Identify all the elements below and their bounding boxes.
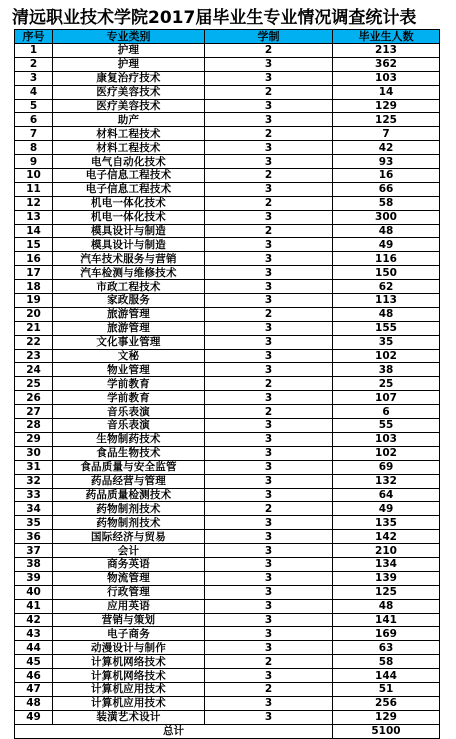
graduate-count: 116	[333, 252, 440, 266]
study-duration: 3	[205, 321, 333, 335]
study-duration: 3	[205, 696, 333, 710]
study-duration: 3	[205, 419, 333, 433]
table-row	[15, 405, 440, 419]
table-header-row	[15, 30, 440, 44]
major-name: 材料工程技术	[53, 141, 205, 155]
study-duration: 3	[205, 432, 333, 446]
graduate-count: 48	[333, 224, 440, 238]
study-duration: 3	[205, 182, 333, 196]
major-name: 药品质量检测技术	[53, 488, 205, 502]
table-row	[15, 169, 440, 183]
row-index: 16	[15, 252, 53, 266]
study-duration: 3	[205, 210, 333, 224]
graduate-count: 35	[333, 335, 440, 349]
table-row	[15, 432, 440, 446]
table-row	[15, 335, 440, 349]
major-name: 旅游管理	[53, 307, 205, 321]
major-name: 医疗美容技术	[53, 85, 205, 99]
study-duration: 3	[205, 530, 333, 544]
row-index: 43	[15, 627, 53, 641]
study-duration: 3	[205, 585, 333, 599]
row-index: 7	[15, 127, 53, 141]
row-index: 46	[15, 669, 53, 683]
table-row	[15, 155, 440, 169]
study-duration: 3	[205, 363, 333, 377]
row-index: 23	[15, 349, 53, 363]
study-duration: 3	[205, 280, 333, 294]
row-index: 41	[15, 599, 53, 613]
major-name: 药品经营与管理	[53, 474, 205, 488]
row-index: 38	[15, 557, 53, 571]
table-row	[15, 571, 440, 585]
row-index: 10	[15, 169, 53, 183]
row-index: 32	[15, 474, 53, 488]
major-name: 康复治疗技术	[53, 71, 205, 85]
graduate-count: 125	[333, 113, 440, 127]
study-duration: 2	[205, 655, 333, 669]
graduate-count: 132	[333, 474, 440, 488]
study-duration: 3	[205, 599, 333, 613]
graduate-count: 48	[333, 599, 440, 613]
study-duration: 3	[205, 446, 333, 460]
table-row	[15, 474, 440, 488]
row-index: 48	[15, 696, 53, 710]
study-duration: 3	[205, 71, 333, 85]
study-duration: 3	[205, 57, 333, 71]
major-name: 食品质量与安全监管	[53, 460, 205, 474]
major-name: 营销与策划	[53, 613, 205, 627]
row-index: 21	[15, 321, 53, 335]
major-name: 会计	[53, 544, 205, 558]
major-name: 电气自动化技术	[53, 155, 205, 169]
table-row	[15, 280, 440, 294]
table-row	[15, 488, 440, 502]
major-name: 市政工程技术	[53, 280, 205, 294]
graduate-count: 150	[333, 266, 440, 280]
study-duration: 3	[205, 641, 333, 655]
graduate-count: 7	[333, 127, 440, 141]
graduate-count: 169	[333, 627, 440, 641]
table-row	[15, 599, 440, 613]
row-index: 24	[15, 363, 53, 377]
major-name: 助产	[53, 113, 205, 127]
graduate-count: 49	[333, 502, 440, 516]
table-row	[15, 655, 440, 669]
major-name: 电子信息工程技术	[53, 182, 205, 196]
row-index: 40	[15, 585, 53, 599]
graduate-count: 69	[333, 460, 440, 474]
graduate-count: 210	[333, 544, 440, 558]
table-row	[15, 613, 440, 627]
row-index: 17	[15, 266, 53, 280]
major-name: 药物制剂技术	[53, 502, 205, 516]
major-name: 应用英语	[53, 599, 205, 613]
major-name: 食品生物技术	[53, 446, 205, 460]
row-index: 28	[15, 419, 53, 433]
row-index: 11	[15, 182, 53, 196]
study-duration: 3	[205, 474, 333, 488]
row-index: 29	[15, 432, 53, 446]
table-row	[15, 210, 440, 224]
graduate-count: 142	[333, 530, 440, 544]
row-index: 34	[15, 502, 53, 516]
study-duration: 3	[205, 99, 333, 113]
study-duration: 3	[205, 627, 333, 641]
graduate-count: 49	[333, 238, 440, 252]
major-name: 药物制剂技术	[53, 516, 205, 530]
column-header-duration: 学制	[205, 30, 333, 44]
table-row	[15, 321, 440, 335]
graduate-count: 16	[333, 169, 440, 183]
table-row	[15, 446, 440, 460]
row-index: 45	[15, 655, 53, 669]
study-duration: 3	[205, 710, 333, 724]
study-duration: 2	[205, 85, 333, 99]
graduate-count: 103	[333, 432, 440, 446]
graduate-count: 300	[333, 210, 440, 224]
study-duration: 2	[205, 127, 333, 141]
study-duration: 3	[205, 113, 333, 127]
row-index: 26	[15, 391, 53, 405]
table-row	[15, 99, 440, 113]
study-duration: 3	[205, 488, 333, 502]
row-index: 22	[15, 335, 53, 349]
graduate-count: 113	[333, 294, 440, 308]
row-index: 12	[15, 196, 53, 210]
major-name: 机电一体化技术	[53, 210, 205, 224]
row-index: 1	[15, 44, 53, 58]
major-name: 音乐表演	[53, 419, 205, 433]
major-name: 物业管理	[53, 363, 205, 377]
major-name: 行政管理	[53, 585, 205, 599]
study-duration: 3	[205, 349, 333, 363]
row-index: 47	[15, 682, 53, 696]
graduate-count: 362	[333, 57, 440, 71]
table-row	[15, 182, 440, 196]
graduate-count: 129	[333, 710, 440, 724]
study-duration: 3	[205, 516, 333, 530]
study-duration: 2	[205, 44, 333, 58]
row-index: 13	[15, 210, 53, 224]
table-row	[15, 71, 440, 85]
graduate-count: 58	[333, 196, 440, 210]
row-index: 35	[15, 516, 53, 530]
table-row	[15, 252, 440, 266]
row-index: 9	[15, 155, 53, 169]
graduate-count: 93	[333, 155, 440, 169]
graduate-count: 125	[333, 585, 440, 599]
table-row	[15, 127, 440, 141]
page-title: 清远职业技术学院2017届毕业生专业情况调查统计表	[12, 8, 417, 28]
major-name: 材料工程技术	[53, 127, 205, 141]
row-index: 27	[15, 405, 53, 419]
graduate-count: 144	[333, 669, 440, 683]
major-name: 计算机网络技术	[53, 655, 205, 669]
table-row	[15, 113, 440, 127]
row-index: 8	[15, 141, 53, 155]
major-name: 生物制药技术	[53, 432, 205, 446]
table-row	[15, 391, 440, 405]
graduate-count: 155	[333, 321, 440, 335]
row-index: 44	[15, 641, 53, 655]
major-name: 装潢艺术设计	[53, 710, 205, 724]
study-duration: 3	[205, 155, 333, 169]
study-duration: 3	[205, 335, 333, 349]
graduate-count: 129	[333, 99, 440, 113]
column-header-graduates: 毕业生人数	[333, 30, 440, 44]
major-name: 家政服务	[53, 294, 205, 308]
table-row	[15, 266, 440, 280]
study-duration: 3	[205, 557, 333, 571]
table-row	[15, 460, 440, 474]
major-name: 汽车技术服务与营销	[53, 252, 205, 266]
graduate-count: 213	[333, 44, 440, 58]
study-duration: 2	[205, 196, 333, 210]
graduate-count: 256	[333, 696, 440, 710]
major-name: 学前教育	[53, 377, 205, 391]
study-duration: 3	[205, 460, 333, 474]
study-duration: 3	[205, 252, 333, 266]
table-row	[15, 502, 440, 516]
major-name: 商务英语	[53, 557, 205, 571]
major-name: 机电一体化技术	[53, 196, 205, 210]
graduate-count: 42	[333, 141, 440, 155]
table-row	[15, 516, 440, 530]
study-duration: 3	[205, 391, 333, 405]
graduate-count: 63	[333, 641, 440, 655]
major-name: 电子信息工程技术	[53, 169, 205, 183]
table-row	[15, 557, 440, 571]
table-row	[15, 530, 440, 544]
graduate-count: 102	[333, 349, 440, 363]
major-name: 旅游管理	[53, 321, 205, 335]
row-index: 49	[15, 710, 53, 724]
table-row	[15, 419, 440, 433]
study-duration: 3	[205, 613, 333, 627]
major-name: 护理	[53, 44, 205, 58]
table-row	[15, 682, 440, 696]
statistics-table	[14, 29, 440, 739]
row-index: 20	[15, 307, 53, 321]
row-index: 39	[15, 571, 53, 585]
study-duration: 3	[205, 141, 333, 155]
major-name: 学前教育	[53, 391, 205, 405]
row-index: 3	[15, 71, 53, 85]
table-row	[15, 307, 440, 321]
row-index: 18	[15, 280, 53, 294]
table-row	[15, 710, 440, 724]
row-index: 33	[15, 488, 53, 502]
row-index: 42	[15, 613, 53, 627]
major-name: 音乐表演	[53, 405, 205, 419]
major-name: 物流管理	[53, 571, 205, 585]
row-index: 19	[15, 294, 53, 308]
graduate-count: 51	[333, 682, 440, 696]
major-name: 国际经济与贸易	[53, 530, 205, 544]
major-name: 计算机应用技术	[53, 696, 205, 710]
total-value: 5100	[333, 724, 440, 738]
table-row	[15, 696, 440, 710]
study-duration: 2	[205, 502, 333, 516]
row-index: 5	[15, 99, 53, 113]
row-index: 4	[15, 85, 53, 99]
row-index: 6	[15, 113, 53, 127]
table-row	[15, 363, 440, 377]
row-index: 37	[15, 544, 53, 558]
graduate-count: 64	[333, 488, 440, 502]
row-index: 30	[15, 446, 53, 460]
graduate-count: 58	[333, 655, 440, 669]
graduate-count: 139	[333, 571, 440, 585]
row-index: 31	[15, 460, 53, 474]
major-name: 护理	[53, 57, 205, 71]
table-row	[15, 669, 440, 683]
total-row	[15, 724, 440, 738]
study-duration: 3	[205, 544, 333, 558]
table-row	[15, 627, 440, 641]
study-duration: 2	[205, 307, 333, 321]
table-row	[15, 544, 440, 558]
study-duration: 3	[205, 669, 333, 683]
graduate-count: 103	[333, 71, 440, 85]
row-index: 15	[15, 238, 53, 252]
row-index: 36	[15, 530, 53, 544]
row-index: 25	[15, 377, 53, 391]
graduate-count: 134	[333, 557, 440, 571]
graduate-count: 141	[333, 613, 440, 627]
study-duration: 2	[205, 405, 333, 419]
study-duration: 2	[205, 169, 333, 183]
table-row	[15, 238, 440, 252]
major-name: 汽车检测与维修技术	[53, 266, 205, 280]
major-name: 计算机应用技术	[53, 682, 205, 696]
study-duration: 3	[205, 294, 333, 308]
graduate-count: 38	[333, 363, 440, 377]
major-name: 动漫设计与制作	[53, 641, 205, 655]
graduate-count: 135	[333, 516, 440, 530]
table-row	[15, 141, 440, 155]
total-label: 总计	[15, 724, 333, 738]
major-name: 医疗美容技术	[53, 99, 205, 113]
row-index: 2	[15, 57, 53, 71]
column-header-major: 专业类别	[53, 30, 205, 44]
graduate-count: 66	[333, 182, 440, 196]
table-row	[15, 377, 440, 391]
graduate-count: 102	[333, 446, 440, 460]
study-duration: 3	[205, 571, 333, 585]
study-duration: 2	[205, 682, 333, 696]
table-row	[15, 294, 440, 308]
graduate-count: 48	[333, 307, 440, 321]
table-row	[15, 57, 440, 71]
graduate-count: 62	[333, 280, 440, 294]
table-row	[15, 224, 440, 238]
table-row	[15, 349, 440, 363]
major-name: 文化事业管理	[53, 335, 205, 349]
graduate-count: 25	[333, 377, 440, 391]
study-duration: 2	[205, 224, 333, 238]
column-header-index: 序号	[15, 30, 53, 44]
graduate-count: 14	[333, 85, 440, 99]
major-name: 模具设计与制造	[53, 224, 205, 238]
major-name: 模具设计与制造	[53, 238, 205, 252]
graduate-count: 107	[333, 391, 440, 405]
table-row	[15, 585, 440, 599]
study-duration: 3	[205, 238, 333, 252]
graduate-count: 55	[333, 419, 440, 433]
table-row	[15, 641, 440, 655]
major-name: 电子商务	[53, 627, 205, 641]
study-duration: 2	[205, 377, 333, 391]
study-duration: 3	[205, 266, 333, 280]
graduate-count: 6	[333, 405, 440, 419]
major-name: 计算机网络技术	[53, 669, 205, 683]
major-name: 文秘	[53, 349, 205, 363]
table-row	[15, 44, 440, 58]
table-row	[15, 85, 440, 99]
table-row	[15, 196, 440, 210]
row-index: 14	[15, 224, 53, 238]
